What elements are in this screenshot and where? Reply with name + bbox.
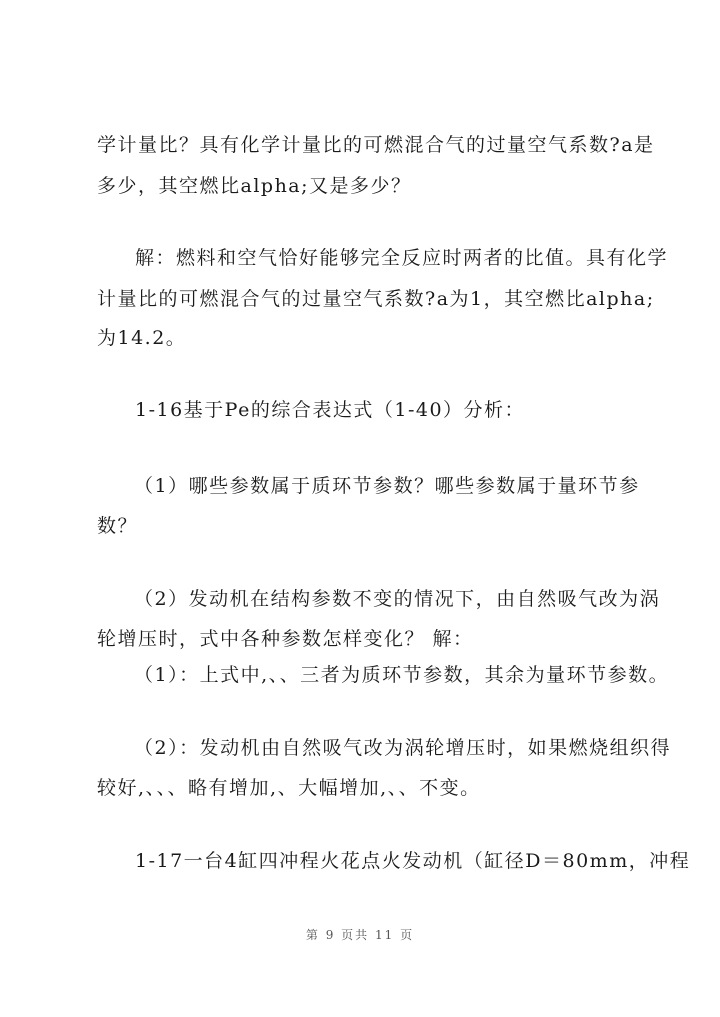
text-line: 学计量比？具有化学计量比的可燃混合气的过量空气系数?a是 bbox=[97, 134, 655, 156]
text-line: 1-17一台4缸四冲程火花点火发动机（缸径D＝80mm，冲程 bbox=[135, 850, 691, 872]
text-line: 数？ bbox=[97, 515, 139, 537]
text-line: （1）哪些参数属于质环节参数？哪些参数属于量环节参 bbox=[134, 475, 640, 497]
text-line: （2）：发动机由自然吸气改为涡轮增压时，如果燃烧组织得 bbox=[134, 737, 672, 759]
text-line: 较好,、、、略有增加,、大幅增加,、、不变。 bbox=[97, 777, 481, 799]
text-line: （1）：上式中,、、三者为质环节参数，其余为量环节参数。 bbox=[134, 664, 670, 686]
text-line: 解：燃料和空气恰好能够完全反应时两者的比值。具有化学 bbox=[135, 247, 669, 269]
text-line: 计量比的可燃混合气的过量空气系数?a为1，其空燃比alpha; bbox=[97, 288, 655, 310]
page-footer: 第 9 页共 11 页 bbox=[305, 928, 415, 942]
text-line: （2）发动机在结构参数不变的情况下，由自然吸气改为涡 bbox=[134, 588, 661, 610]
text-line: 为14.2。 bbox=[97, 327, 187, 349]
text-line: 多少，其空燃比alpha;又是多少？ bbox=[97, 175, 412, 197]
text-line: 1-16基于Pe的综合表达式（1-40）分析： bbox=[135, 399, 526, 421]
text-line: 轮增压时，式中各种参数怎样变化？ 解： bbox=[97, 628, 474, 650]
